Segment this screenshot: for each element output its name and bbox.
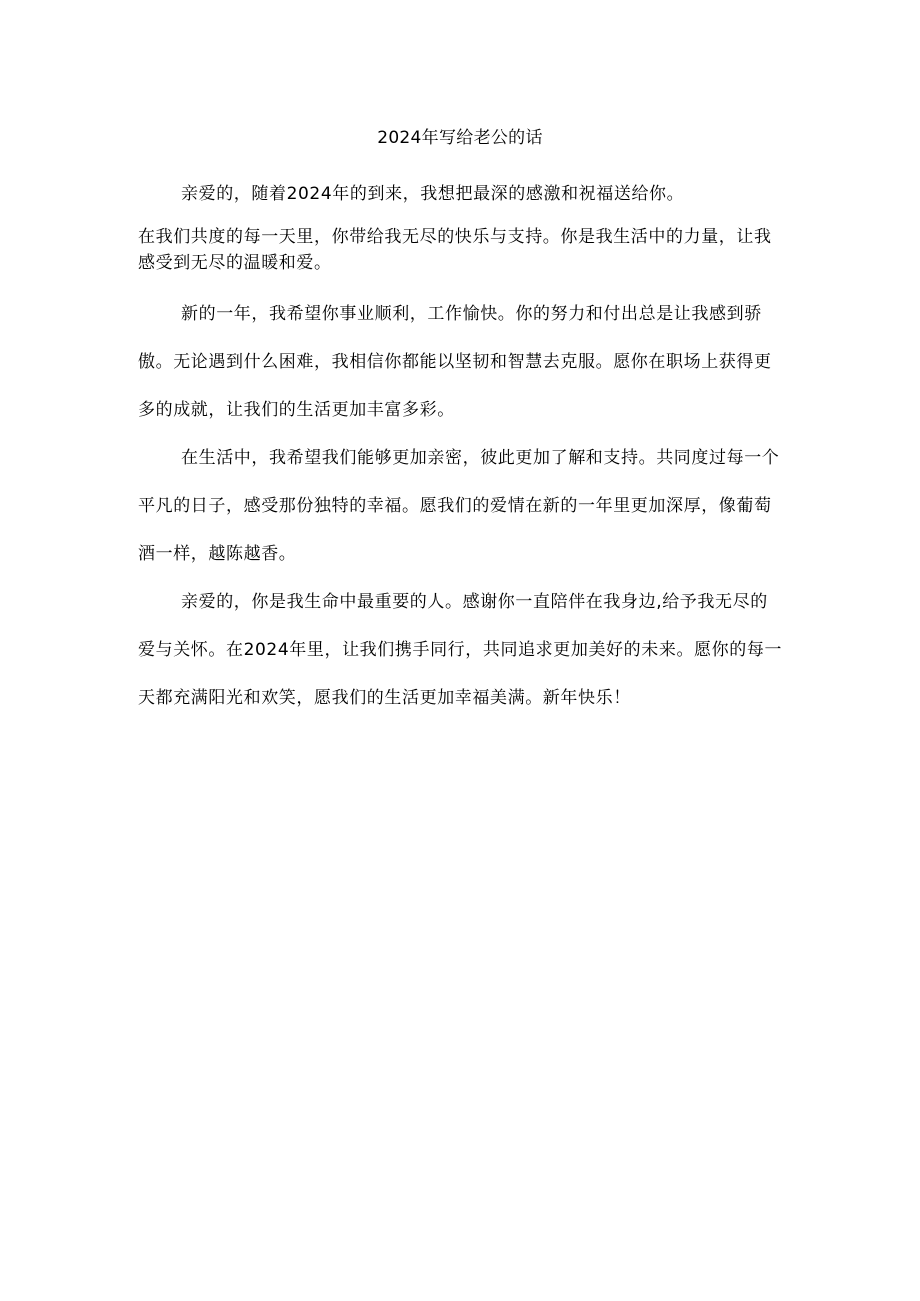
document-body xyxy=(138,170,783,722)
paragraph-greeting: 亲爱的，随着2024年的到来，我想把最深的感激和祝福送给你。 xyxy=(181,184,685,204)
paragraph-closing: 亲爱的，你是我生命中最重要的人。感谢你一直陪伴在我身边,给予我无尽的爱与关怀。在2024年里，让我们携手同行，共同追求更加美好的未来。愿你的每一天都充满阳光和欢笑，愿我们的生活更加幸福美满。新年快乐！ xyxy=(138,592,783,708)
document-title: 2024年写给老公的话 xyxy=(377,128,543,148)
paragraph-career-wishes: 新的一年，我希望你事业顺利，工作愉快。你的努力和付出总是让我感到骄傲。无论遇到什么困难，我相信你都能以坚韧和智慧去克服。愿你在职场上获得更多的成就，让我们的生活更加丰富多彩。 xyxy=(138,304,772,420)
paragraph-companionship: 在我们共度的每一天里，你带给我无尽的快乐与支持。你是我生活中的力量，让我感受到无尽的温暖和爱。 xyxy=(138,227,772,273)
paragraph-life-wishes: 在生活中，我希望我们能够更加亲密，彼此更加了解和支持。共同度过每一个平凡的日子，感受那份独特的幸福。愿我们的爱情在新的一年里更加深厚，像葡萄酒一样，越陈越香。 xyxy=(138,448,780,564)
